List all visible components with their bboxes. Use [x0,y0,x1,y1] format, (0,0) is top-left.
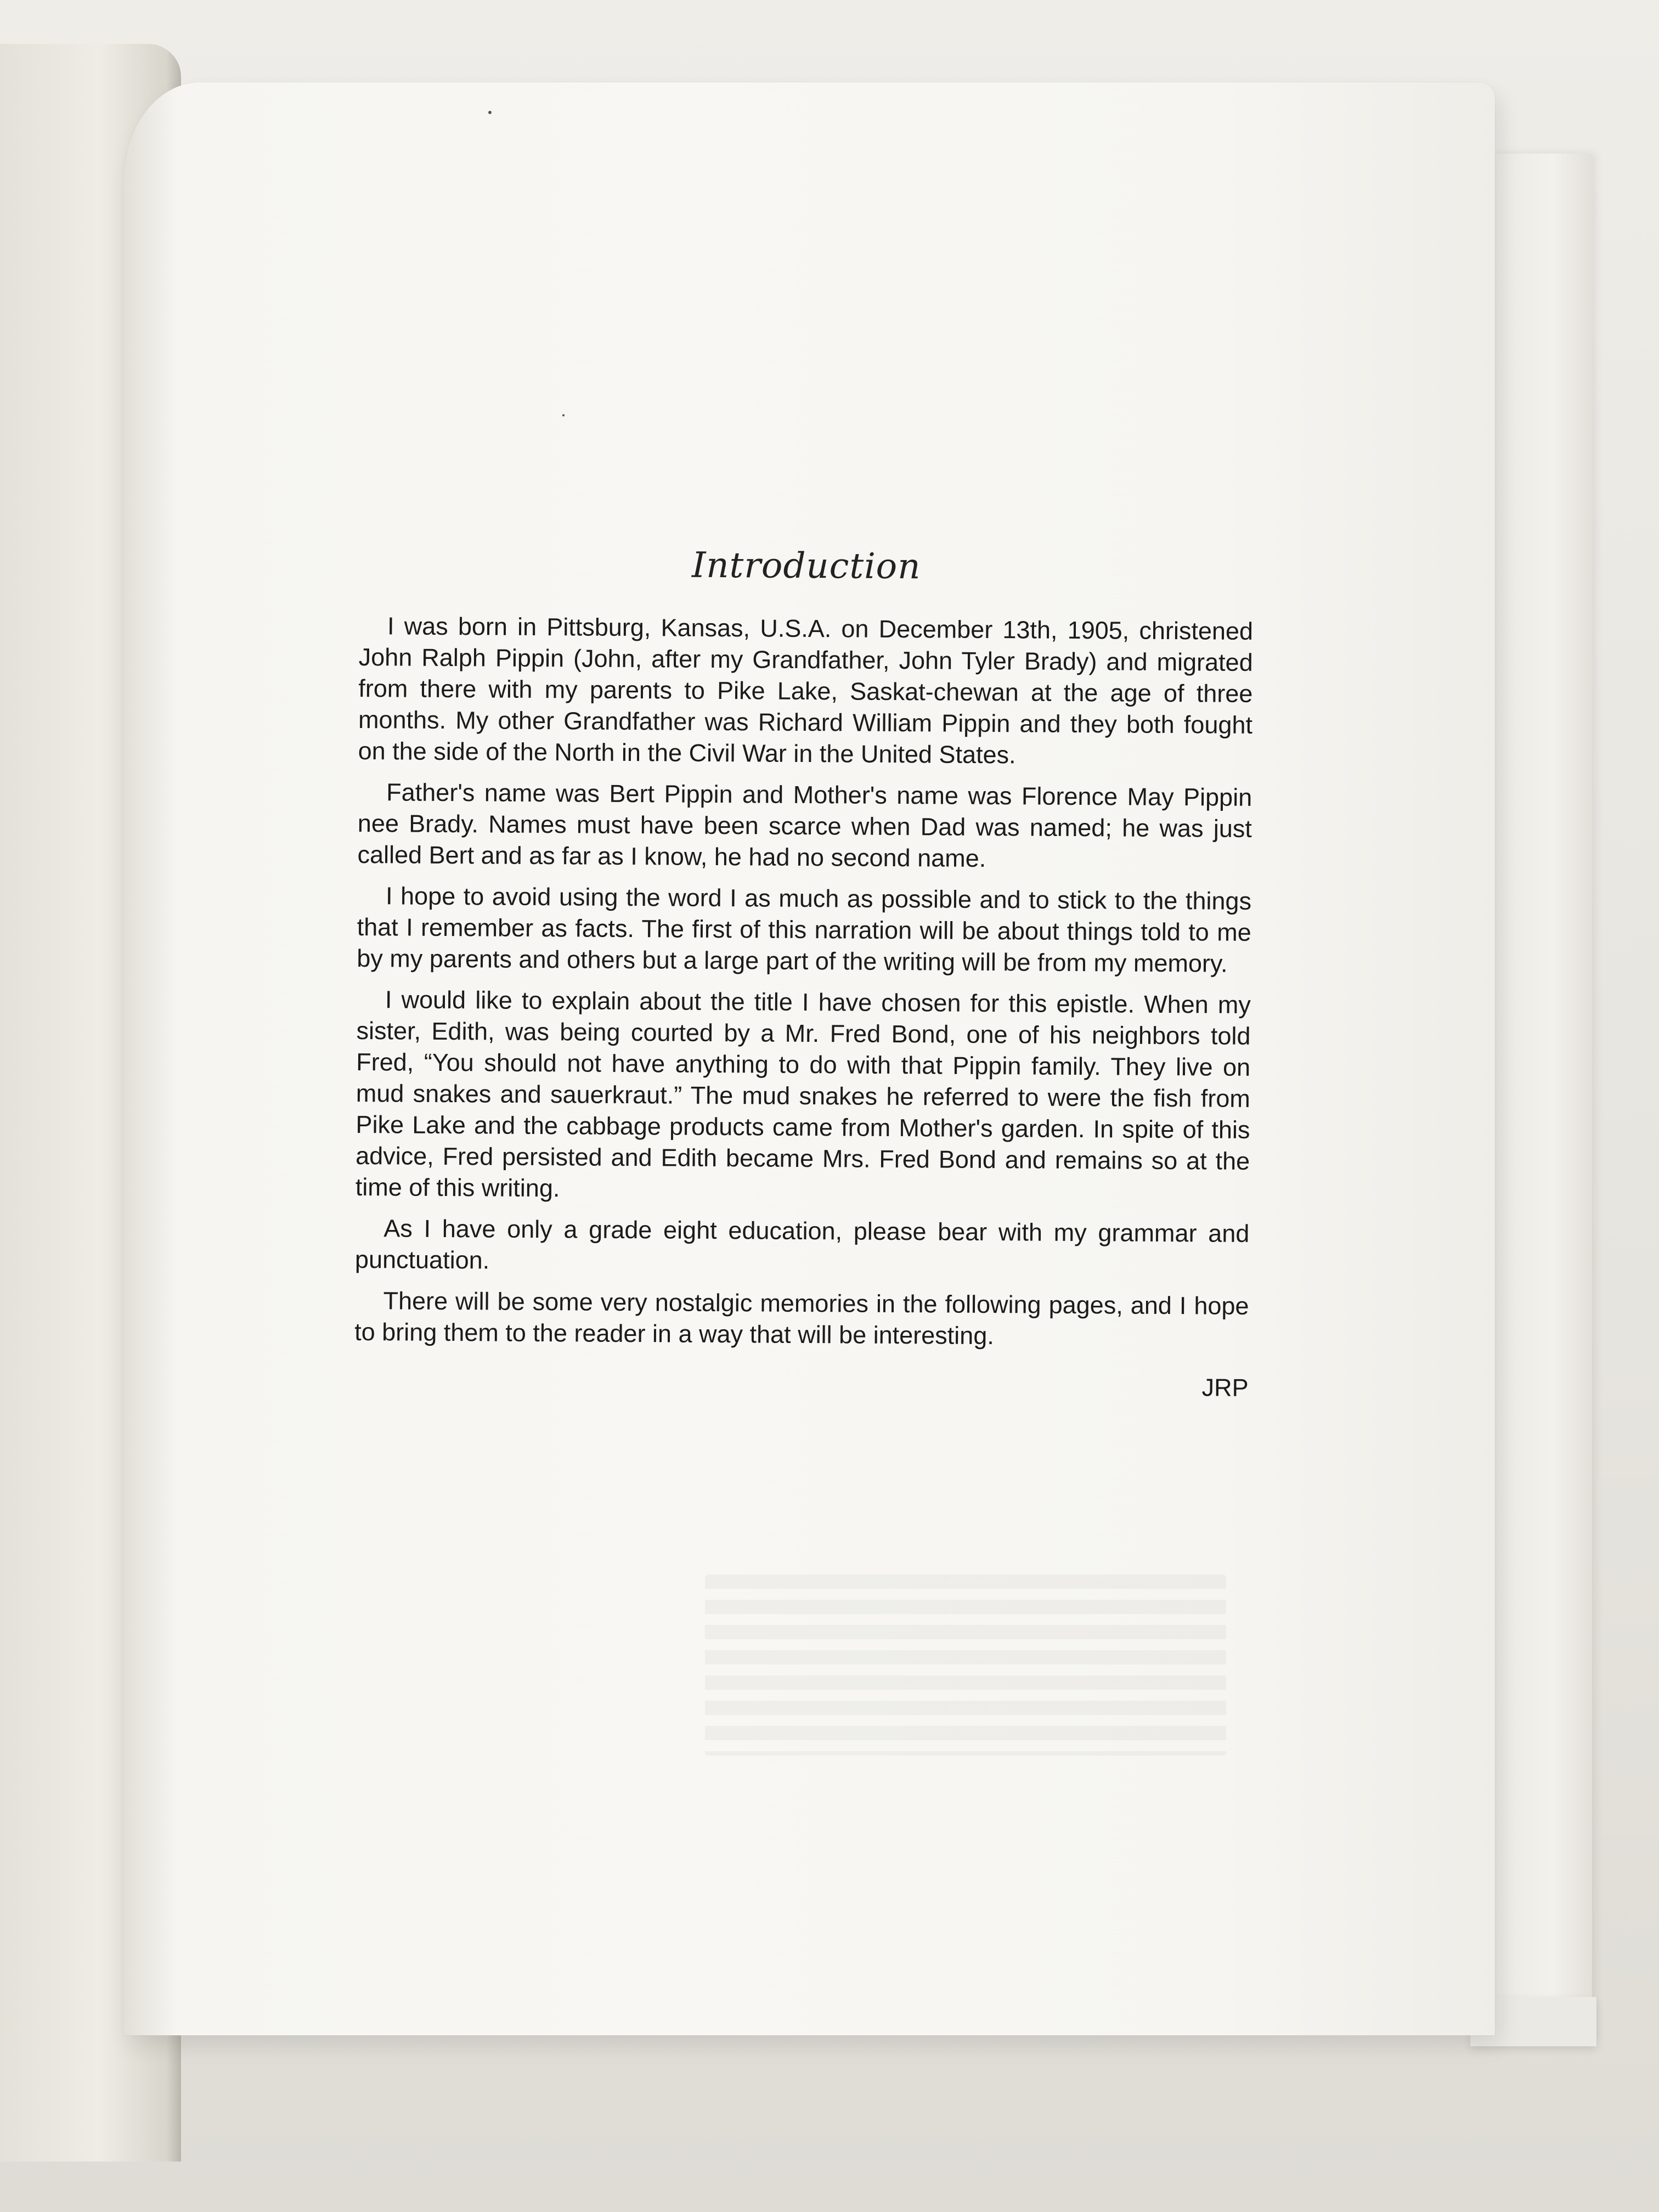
author-initials: JRP [1201,1373,1249,1402]
page-content [354,543,1253,1402]
paper-speck [488,111,492,114]
paragraph-1: I was born in Pittsburg, Kansas, U.S.A. on December 13th, 1905, christened John Ralph Pippin (John, after my Grandfather, John Tyler Brady) and migrated from there with my parents to Pike Lake, Saskat-chewan at the age of three months. My other Grandfather was Richard William Pippin and they both fought on the side of the North in the Civil War in the United States. [358,612,1254,769]
paper-speck [562,414,565,416]
paragraph-6: There will be some very nostalgic memories in the following pages, and I hope to bring them to the reader in a way that will be interesting. [354,1286,1249,1350]
reverse-side-bleed-through [705,1575,1226,1756]
paragraph-2: Father's name was Bert Pippin and Mother's name was Florence May Pippin nee Brady. Names must have been scarce when Dad was named; he was just called Bert and as far as I know, he had no second name. [357,778,1252,872]
paragraph-4: I would like to explain about the title I have chosen for this epistle. When my sister, Edith, was being courted by a Mr. Fred Bond, one of his neighbors told Fred, “You should not have anything to do with that Pippin family. They live on mud snakes and sauerkraut.” The mud snakes he referred to were the fish from Pike Lake and the cabbage products came from Mother's garden. In spite of this advice, Fred persisted and Edith became Mrs. Fred Bond and remains so at the time of this writing. [355,985,1251,1203]
page-title: Introduction [691,545,921,588]
paragraph-5: As I have only a grade eight education, please bear with my grammar and punctuation. [354,1214,1250,1274]
book-page [123,82,1495,2035]
page-stack-edge [1492,154,1592,2041]
paragraph-3: I hope to avoid using the word I as much as possible and to stick to the things that I remember as facts. The first of this narration will be about things told to me by my parents and others but a large part of the writing will be from my memory. [357,882,1252,978]
